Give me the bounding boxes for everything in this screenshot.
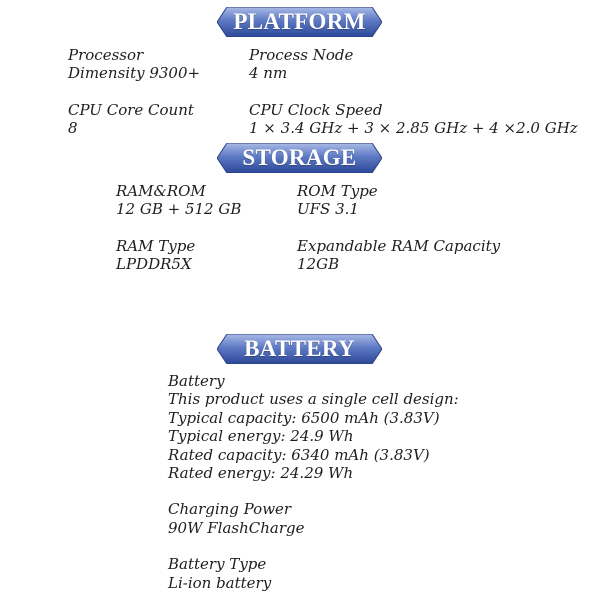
battery-line: Rated capacity: 6340 mAh (3.83V)	[168, 445, 430, 464]
battery-section-title: BATTERY	[244, 336, 355, 361]
storage-section-title: STORAGE	[242, 145, 357, 170]
spec-label: CPU Core Count	[68, 101, 194, 119]
spec-label: Processor	[68, 46, 144, 64]
spec-value: 4 nm	[249, 64, 288, 82]
battery-type-label: Battery Type	[168, 555, 267, 574]
spec-label: Process Node	[249, 46, 354, 64]
spec-value: 12GB	[297, 255, 340, 273]
platform-section-title: PLATFORM	[233, 9, 366, 34]
spec-value: 1 × 3.4 GHz + 3 × 2.85 GHz + 4 ×2.0 GHz	[249, 119, 578, 137]
spec-label: CPU Clock Speed	[249, 101, 383, 119]
spec-value: 8	[68, 119, 78, 137]
storage-section-banner	[217, 143, 382, 173]
battery-label: Battery	[168, 372, 225, 390]
spec-cpu-core-count	[68, 101, 194, 137]
spec-ram-type	[116, 237, 195, 273]
battery-line: Typical energy: 24.9 Wh	[168, 427, 354, 446]
spec-label: Expandable RAM Capacity	[297, 237, 501, 255]
battery-line: This product uses a single cell design:	[168, 390, 459, 409]
battery-line: Rated energy: 24.29 Wh	[168, 464, 354, 483]
spec-processor	[68, 46, 200, 82]
spec-value: LPDDR5X	[116, 255, 192, 273]
battery-type-value: Li-ion battery	[168, 573, 272, 592]
spec-value: 12 GB + 512 GB	[116, 200, 242, 218]
spec-expandable-ram	[297, 237, 500, 273]
battery-section-banner	[217, 334, 382, 364]
spec-ram-rom	[116, 182, 241, 218]
spec-label: ROM Type	[297, 182, 378, 200]
spec-value: UFS 3.1	[297, 200, 359, 218]
spec-process-node	[249, 46, 353, 82]
spec-cpu-clock-speed	[249, 101, 578, 137]
battery-line: Typical capacity: 6500 mAh (3.83V)	[168, 408, 440, 427]
platform-section-banner	[217, 7, 382, 37]
spec-label: RAM Type	[116, 237, 196, 255]
battery-specs	[168, 372, 459, 592]
spec-value: Dimensity 9300+	[68, 64, 201, 82]
charging-power-label: Charging Power	[168, 500, 292, 519]
charging-power-value: 90W FlashCharge	[168, 518, 305, 537]
spec-label: RAM&ROM	[116, 182, 206, 200]
spec-rom-type	[297, 182, 378, 218]
